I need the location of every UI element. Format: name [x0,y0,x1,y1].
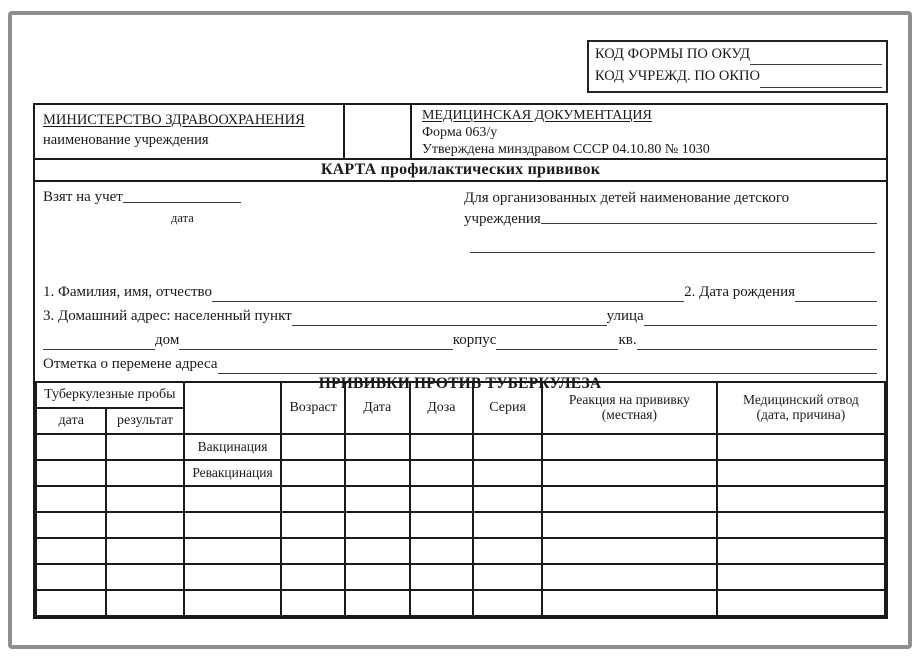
apartment-label: кв. [618,332,637,348]
approval-note: Утверждена минздравом СССР 04.10.80 № 1030 [422,142,710,158]
series-column-header: Серия [473,382,542,434]
okud-label: КОД ФОРМЫ ПО ОКУД [595,46,751,62]
table-cell [184,590,282,616]
tb-vaccination-table [35,381,886,617]
patient-info-section [35,182,886,392]
form-number: Форма 063/у [422,125,498,141]
table-cell [106,564,183,590]
taken-on-record-label: Взят на учет [43,189,123,205]
table-cell [410,512,474,538]
settlement-fill-line [292,311,607,326]
table-cell [345,512,410,538]
table-cell [345,486,410,512]
table-cell [106,538,183,564]
table-cell [542,434,717,460]
table-cell [106,434,183,460]
table-cell [410,590,474,616]
table-cell [410,564,474,590]
table-cell [542,538,717,564]
okud-fill-line [750,50,882,65]
table-cell [281,564,345,590]
table-cell [106,486,183,512]
table-cell [106,460,183,486]
apartment-fill-line [637,335,877,350]
house-row [43,331,877,350]
birth-date-label: 2. Дата рождения [684,284,795,300]
table-cell [106,590,183,616]
building-fill-line [496,335,618,350]
table-cell [717,512,885,538]
table-cell [542,460,717,486]
vaccination-row-label: Вакцинация [184,434,282,460]
ministry-cell [35,105,345,158]
okud-line [595,43,882,65]
table-cell [36,460,106,486]
test-date-subheader: дата [36,408,106,434]
table-cell [473,538,542,564]
building-label: корпус [452,332,497,348]
table-cell [184,512,282,538]
table-cell [473,564,542,590]
code-box [587,40,888,93]
okpo-fill-line [760,73,882,88]
street-label: улица [606,308,644,324]
table-cell [281,590,345,616]
registration-left [43,188,460,253]
test-result-subheader: результат [106,408,183,434]
table-cell [473,460,542,486]
org-children-line2: учреждения [464,211,541,227]
ministry-subtitle: наименование учреждения [43,132,209,149]
table-cell [542,590,717,616]
address-change-row [43,355,877,374]
institution-fill-line-2 [470,237,875,253]
table-cell [717,486,885,512]
table-cell [542,564,717,590]
table-cell [542,486,717,512]
table-cell [345,434,410,460]
table-row [36,590,885,616]
registration-row [43,188,877,253]
table-cell [410,538,474,564]
full-name-label: 1. Фамилия, имя, отчество [43,284,212,300]
house-label: дом [155,332,180,348]
address-change-fill-line [218,359,877,374]
form-header-row [35,105,886,160]
table-cell [717,538,885,564]
age-column-header: Возраст [281,382,345,434]
table-cell [281,512,345,538]
table-cell [717,590,885,616]
date-caption: дата [171,211,194,225]
dose-column-header: Доза [410,382,474,434]
empty-header-cell [345,105,412,158]
table-row-vaccination [36,434,885,460]
table-cell [36,590,106,616]
street-cont-fill-line [43,335,155,350]
tb-section-title: ПРИВИВКИ ПРОТИВ ТУБЕРКУЛЕЗА [318,375,602,392]
home-address-label: 3. Домашний адрес: населенный пункт [43,308,292,324]
vaccination-type-column-header [184,382,282,434]
revaccination-row-label: Ревакцинация [184,460,282,486]
address-change-label: Отметка о перемене адреса [43,356,218,372]
table-cell [281,434,345,460]
full-name-fill-line [212,287,684,302]
table-cell [345,460,410,486]
table-row [36,512,885,538]
address-row [43,307,877,326]
date-column-header: Дата [345,382,410,434]
table-cell [36,486,106,512]
medical-exemption-column-header: Медицинский отвод (дата, причина) [717,382,885,434]
table-cell [281,460,345,486]
table-cell [184,564,282,590]
table-cell [36,434,106,460]
table-cell [410,460,474,486]
table-cell [717,460,885,486]
table-cell [36,512,106,538]
table-cell [36,538,106,564]
tb-tests-column-header: Туберкулезные пробы [36,382,184,408]
table-cell [281,486,345,512]
table-cell [410,434,474,460]
table-row [36,564,885,590]
medical-documentation-cell [412,105,886,158]
table-cell [717,434,885,460]
med-doc-title: МЕДИЦИНСКАЯ ДОКУМЕНТАЦИЯ [422,108,652,123]
table-cell [345,538,410,564]
table-row [36,486,885,512]
table-cell [473,434,542,460]
table-cell [184,538,282,564]
okpo-label: КОД УЧРЕЖД. ПО ОКПО [595,68,760,85]
name-birth-row [43,283,877,302]
table-cell [184,486,282,512]
table-cell [281,538,345,564]
table-cell [542,512,717,538]
table-row-revaccination [36,460,885,486]
registration-right [460,188,877,253]
taken-date-fill-line [123,188,241,203]
table-cell [345,564,410,590]
institution-fill-line [541,209,877,224]
table-cell [473,590,542,616]
table-cell [473,512,542,538]
table-cell [717,564,885,590]
table-row [36,538,885,564]
street-fill-line [644,311,877,326]
table-cell [473,486,542,512]
okpo-line [595,65,882,87]
table-cell [36,564,106,590]
table-cell [345,590,410,616]
table-cell [410,486,474,512]
form-title: КАРТА профилактических прививок [35,160,886,182]
birth-date-fill-line [795,287,877,302]
org-children-line1: Для организованных детей наименование детского [464,190,790,206]
table-cell [106,512,183,538]
ministry-title: МИНИСТЕРСТВО ЗДРАВООХРАНЕНИЯ [43,112,305,128]
house-fill-line [179,335,452,350]
reaction-column-header: Реакция на прививку (местная) [542,382,717,434]
form-box [33,103,888,619]
